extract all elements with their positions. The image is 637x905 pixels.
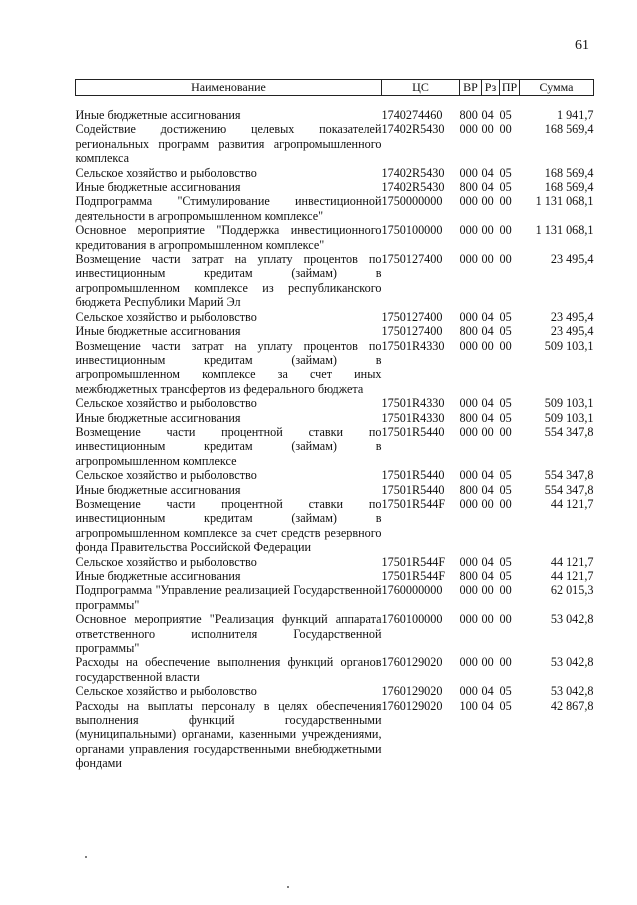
table-row [76,411,594,425]
cell-sum: 23 495,4 [550,309,594,324]
cell-vr: 100 [459,698,478,713]
cell-rz: 04 [481,482,494,497]
cell-rz: 04 [481,569,494,583]
cell-name: Иные бюджетные ассигнования [75,180,241,195]
scan-speck [287,886,289,888]
cell-rz: 00 [481,496,494,511]
cell-sum: 509 103,1 [544,396,594,411]
cell-sum: 554 347,8 [544,468,594,483]
cell-pr: 05 [499,410,512,425]
cell-sum: 23 495,4 [550,252,594,267]
cell-vr: 000 [459,396,478,411]
cell-rz: 04 [481,324,494,339]
cell-cs: 1760100000 [381,612,443,627]
header-pr: ПР [500,80,520,96]
cell-pr: 05 [499,468,512,483]
cell-vr: 000 [459,194,478,209]
cell-sum: 1 131 068,1 [535,223,594,238]
cell-pr: 00 [499,655,512,670]
cell-rz: 00 [481,122,494,137]
cell-name: Иные бюджетные ассигнования [75,569,241,583]
cell-vr: 000 [459,424,478,439]
cell-rz: 04 [481,410,494,425]
cell-vr: 000 [459,122,478,137]
cell-sum: 509 103,1 [544,410,594,425]
cell-sum: 1 131 068,1 [535,194,594,209]
table-row [76,655,594,684]
table-row [76,324,594,338]
cell-name: Сельское хозяйство и рыболовство [75,684,257,699]
cell-rz: 04 [481,396,494,411]
cell-vr: 000 [459,583,478,598]
cell-cs: 17501R544F [381,496,446,511]
cell-pr: 00 [499,338,512,353]
table-row [76,684,594,698]
cell-rz: 04 [481,165,494,180]
cell-cs: 1760129020 [381,684,443,699]
cell-sum: 23 495,4 [550,324,594,339]
cell-name: Основное мероприятие "Поддержка инвестиционного кредитования в агропромышленном комплексе" [75,223,382,252]
table-row [76,425,594,468]
cell-rz: 00 [481,338,494,353]
header-rz: Рз [482,80,500,96]
cell-cs: 1750100000 [381,223,443,238]
cell-sum: 44 121,7 [550,554,594,569]
cell-pr: 05 [499,396,512,411]
table-row [76,223,594,252]
cell-cs: 17501R4330 [381,338,445,353]
cell-name: Иные бюджетные ассигнования [75,410,241,425]
cell-rz: 04 [481,180,494,195]
cell-rz: 04 [481,554,494,569]
cell-rz: 00 [481,583,494,598]
cell-sum: 44 121,7 [550,569,594,583]
cell-cs: 17402R5430 [381,180,445,195]
cell-name: Возмещение части процентной ставки по инвестиционным кредитам (займам) в агропромышленном комплексе [75,424,382,468]
table-row [76,699,594,771]
cell-cs: 17501R4330 [381,396,445,411]
cell-vr: 800 [459,180,478,195]
cell-pr: 05 [499,309,512,324]
cell-vr: 800 [459,569,478,583]
cell-sum: 168 569,4 [544,122,594,137]
cell-pr: 00 [499,424,512,439]
table-row [76,396,594,410]
header-cs: ЦС [382,80,460,96]
cell-pr: 05 [499,180,512,195]
cell-cs: 1750127400 [381,324,443,339]
cell-pr: 00 [499,252,512,267]
cell-name: Расходы на выплаты персоналу в целях обеспечения выполнения функций государственными (муниципальными) органами, казенными учреждениями, органами управления государственными внебюджетными фондами [75,698,382,771]
cell-rz: 04 [481,698,494,713]
cell-pr: 05 [499,698,512,713]
cell-name: Иные бюджетные ассигнования [75,482,241,497]
cell-name: Расходы на обеспечение выполнения функций органов государственной власти [75,655,382,684]
cell-rz: 00 [481,252,494,267]
cell-pr: 00 [499,496,512,511]
table-row [76,122,594,165]
cell-pr: 00 [499,583,512,598]
table-row [76,310,594,324]
cell-rz: 00 [481,194,494,209]
cell-vr: 000 [459,684,478,699]
cell-name: Сельское хозяйство и рыболовство [75,165,257,180]
table-row [76,483,594,497]
table-row [76,252,594,310]
cell-cs: 1750127400 [381,252,443,267]
cell-name: Подпрограмма "Управление реализацией Государственной программы" [75,583,382,612]
cell-vr: 000 [459,223,478,238]
cell-rz: 04 [481,684,494,699]
header-sum: Сумма [520,80,594,96]
cell-vr: 000 [459,554,478,569]
table-row [76,468,594,482]
cell-rz: 00 [481,612,494,627]
cell-name: Возмещение части процентной ставки по инвестиционным кредитам (займам) в агропромышленном комплексе за счет средств резервного фонда Правительства Российской Федерации [75,496,382,555]
cell-cs: 17501R4330 [381,410,445,425]
cell-vr: 000 [459,338,478,353]
cell-cs: 17402R5430 [381,165,445,180]
cell-vr: 800 [459,482,478,497]
table-row [76,583,594,612]
table-header-row [76,80,594,96]
cell-vr: 000 [459,165,478,180]
cell-pr: 00 [499,223,512,238]
cell-name: Подпрограмма "Стимулирование инвестиционной деятельности в агропромышленном комплексе" [75,194,382,223]
cell-sum: 554 347,8 [544,482,594,497]
cell-sum: 554 347,8 [544,424,594,439]
cell-cs: 1760129020 [381,698,443,713]
table-row [76,569,594,583]
cell-sum: 1 941,7 [556,108,594,122]
cell-pr: 05 [499,165,512,180]
cell-name: Основное мероприятие "Реализация функций аппарата ответственного исполнителя Государственной программы" [75,612,382,656]
cell-name: Сельское хозяйство и рыболовство [75,468,257,483]
cell-sum: 168 569,4 [544,180,594,195]
cell-name: Возмещение части затрат на уплату процентов по инвестиционным кредитам (займам) в агропромышленном комплексе за счет иных межбюджетных трансфертов из федерального бюджета [75,338,382,396]
cell-pr: 05 [499,684,512,699]
cell-rz: 00 [481,223,494,238]
cell-cs: 1750000000 [381,194,443,209]
table-row [76,180,594,194]
cell-pr: 00 [499,194,512,209]
cell-cs: 17501R5440 [381,468,445,483]
table-spacer [76,96,594,109]
cell-vr: 800 [459,324,478,339]
cell-cs: 17501R5440 [381,482,445,497]
cell-sum: 509 103,1 [544,338,594,353]
cell-rz: 00 [481,424,494,439]
cell-rz: 04 [481,468,494,483]
cell-name: Содействие достижению целевых показателей региональных программ развития агропромышленного комплекса [75,122,382,166]
cell-name: Сельское хозяйство и рыболовство [75,396,257,411]
header-vr: ВР [460,80,482,96]
cell-sum: 53 042,8 [550,684,594,699]
cell-vr: 000 [459,309,478,324]
cell-cs: 17402R5430 [381,122,445,137]
cell-cs: 17501R5440 [381,424,445,439]
cell-cs: 17501R544F [381,554,446,569]
cell-cs: 1760000000 [381,583,443,598]
table-row [76,497,594,555]
cell-pr: 05 [499,554,512,569]
cell-sum: 44 121,7 [550,496,594,511]
table-row [76,194,594,223]
cell-name: Иные бюджетные ассигнования [75,324,241,339]
cell-vr: 000 [459,612,478,627]
cell-pr: 05 [499,324,512,339]
scan-speck [85,856,87,858]
cell-rz: 04 [481,309,494,324]
table-row [76,612,594,655]
cell-pr: 00 [499,612,512,627]
cell-sum: 62 015,3 [550,583,594,598]
cell-cs: 1740274460 [381,108,443,122]
cell-name: Возмещение части затрат на уплату процентов по инвестиционным кредитам (займам) в агропромышленном комплексе из республиканского бюджета Республики Марий Эл [75,252,382,310]
cell-sum: 42 867,8 [550,698,594,713]
cell-sum: 53 042,8 [550,655,594,670]
page-number: 61 [575,38,589,53]
cell-pr: 05 [499,108,512,122]
cell-rz: 00 [481,655,494,670]
cell-pr: 05 [499,482,512,497]
cell-rz: 04 [481,108,494,122]
cell-sum: 168 569,4 [544,165,594,180]
cell-vr: 800 [459,410,478,425]
cell-vr: 000 [459,252,478,267]
cell-pr: 00 [499,122,512,137]
table-row [76,339,594,397]
cell-vr: 000 [459,496,478,511]
table-row [76,555,594,569]
header-name: Наименование [76,80,382,96]
cell-pr: 05 [499,569,512,583]
table-row [76,166,594,180]
cell-cs: 1760129020 [381,655,443,670]
budget-table [75,79,594,771]
cell-vr: 800 [459,108,478,122]
table-row [76,108,594,122]
cell-cs: 1750127400 [381,309,443,324]
cell-cs: 17501R544F [381,569,446,583]
cell-name: Иные бюджетные ассигнования [75,108,241,122]
cell-vr: 000 [459,655,478,670]
cell-vr: 000 [459,468,478,483]
cell-name: Сельское хозяйство и рыболовство [75,309,257,324]
cell-name: Сельское хозяйство и рыболовство [75,554,257,569]
cell-sum: 53 042,8 [550,612,594,627]
